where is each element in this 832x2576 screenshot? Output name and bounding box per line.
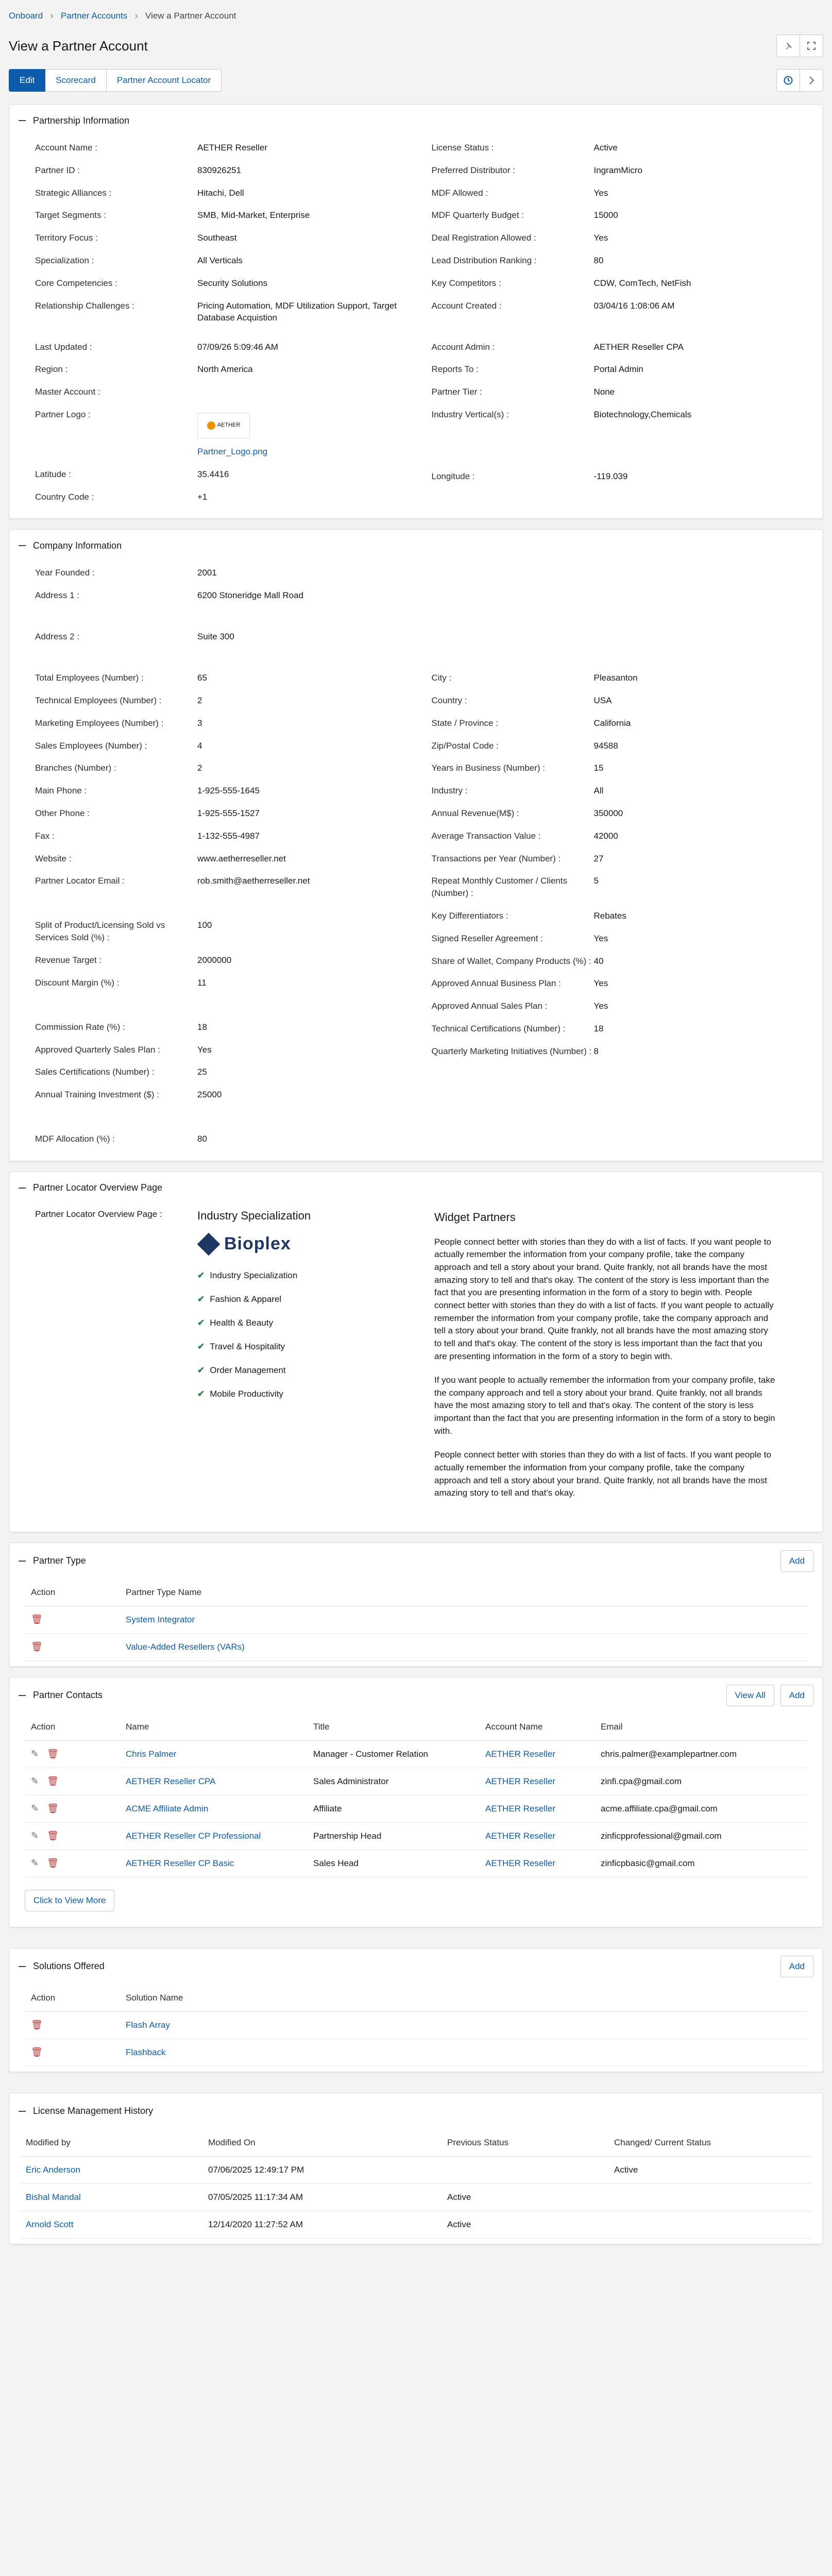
field-deal-registration: Deal Registration Allowed : Yes: [431, 233, 608, 243]
check-icon: ✔: [197, 1317, 205, 1328]
field-preferred-distributor: Preferred Distributor : IngramMicro: [431, 165, 642, 175]
partnership-right-column: [432, 137, 797, 508]
modified-by-link[interactable]: Bishal Mandal: [26, 2192, 81, 2202]
table-row: [25, 1633, 807, 1660]
table-row: Arnold Scott 12/14/2020 11:27:52 AM Active: [20, 2211, 812, 2238]
field-account-admin: Account Admin : AETHER Reseller CPA: [431, 342, 684, 352]
field-country: Country : USA: [431, 695, 612, 705]
field-other-phone: Other Phone : 1-925-555-1527: [35, 808, 260, 818]
history-icon[interactable]: [777, 70, 800, 91]
bioplex-logo-icon: [197, 1233, 220, 1256]
field-technical-certifications: Technical Certifications (Number) : 18: [431, 1023, 604, 1033]
table-row: [25, 2039, 807, 2066]
partnership-information-card: [9, 104, 823, 519]
delete-icon[interactable]: 🗑: [31, 2020, 43, 2030]
table-row: ✎ 🗑 AETHER Reseller CP Basic Sales Head AETHER Reseller zinficpbasic@gmail.com: [25, 1850, 807, 1877]
column-header: Name: [120, 1714, 307, 1741]
field-quarterly-marketing-initiatives: Quarterly Marketing Initiatives (Number) : 8: [431, 1046, 599, 1056]
locator-label: Partner Locator Overview Page :: [35, 1209, 162, 1219]
action-button-group: [9, 69, 222, 92]
breadcrumb-partner-accounts[interactable]: Partner Accounts: [60, 11, 128, 21]
section-title: Partner Contacts: [33, 1690, 103, 1701]
check-icon: ✔: [197, 1294, 205, 1304]
header-icon-group: [776, 35, 823, 57]
account-name-link[interactable]: AETHER Reseller: [485, 1831, 556, 1841]
partner-account-locator-button[interactable]: Partner Account Locator: [107, 69, 222, 92]
partner-type-table: [25, 1579, 807, 1661]
edit-button[interactable]: Edit: [9, 69, 45, 92]
account-name-link[interactable]: AETHER Reseller: [485, 1803, 556, 1814]
solutions-table: [25, 1985, 807, 2066]
collapse-icon[interactable]: [19, 1561, 26, 1562]
field-license-status: License Status : Active: [431, 143, 618, 152]
table-row: ✎ 🗑 AETHER Reseller CP Professional Partnership Head AETHER Reseller zinficpprofessional@gmail.com: [25, 1822, 807, 1850]
field-sales-employees: Sales Employees (Number) : 4: [35, 740, 202, 751]
field-approved-annual-sales-plan: Approved Annual Sales Plan : Yes: [431, 1001, 608, 1011]
logo-icon: [207, 421, 215, 430]
history-icon-group: [776, 69, 823, 92]
company-information-card: [9, 529, 823, 1161]
partner-type-card: [9, 1543, 823, 1667]
widget-heading: Widget Partners: [434, 1210, 516, 1224]
field-key-differentiators: Key Differentiators : Rebates: [431, 910, 626, 921]
table-row: ✎ 🗑 ACME Affiliate Admin Affiliate AETHER Reseller acme.affiliate.cpa@gmail.com: [25, 1795, 807, 1822]
add-contact-button[interactable]: Add: [780, 1685, 813, 1706]
delete-icon[interactable]: 🗑: [47, 1831, 59, 1841]
company-left-column: [35, 667, 401, 1150]
delete-icon[interactable]: 🗑: [31, 1641, 43, 1652]
license-history-table: [20, 2129, 812, 2239]
field-partner-locator-email: Partner Locator Email : rob.smith@aetherreseller.net: [35, 876, 310, 886]
add-solution-button[interactable]: Add: [780, 1956, 813, 1977]
collapse-icon[interactable]: [19, 1188, 26, 1189]
account-name-link[interactable]: AETHER Reseller: [485, 1858, 556, 1868]
bioplex-logo: Bioplex: [197, 1233, 434, 1256]
field-target-segments: Target Segments : SMB, Mid-Market, Enterprise: [35, 210, 310, 221]
field-main-phone: Main Phone : 1-925-555-1645: [35, 786, 260, 796]
field-partner-id: Partner ID : 830926251: [35, 165, 242, 175]
license-history-card: [9, 2093, 823, 2244]
field-commission-rate: Commission Rate (%) : 18: [35, 1022, 207, 1032]
partner-logo-image: AETHER: [197, 413, 250, 438]
field-fax: Fax : 1-132-555-4987: [35, 831, 260, 841]
industry-heading: Industry Specialization: [197, 1209, 311, 1222]
field-latitude: Latitude : 35.4416: [35, 469, 229, 479]
table-row: Eric Anderson 07/06/2025 12:49:17 PM Active: [20, 2156, 812, 2183]
chevron-right-icon: ›: [134, 10, 138, 22]
collapse-icon[interactable]: [19, 545, 26, 546]
add-partner-type-button[interactable]: Add: [780, 1550, 813, 1572]
field-industry-verticals: Industry Vertical(s) : Biotechnology,Chemicals: [431, 409, 692, 419]
field-discount-margin: Discount Margin (%) : 11: [35, 977, 207, 988]
solutions-offered-card: [9, 1948, 823, 2072]
contact-name-link[interactable]: AETHER Reseller CP Basic: [126, 1858, 234, 1868]
edit-icon[interactable]: ✎: [31, 1831, 39, 1841]
account-name-link[interactable]: AETHER Reseller: [485, 1749, 556, 1759]
partnership-left-column: [35, 137, 401, 508]
delete-icon[interactable]: 🗑: [47, 1858, 59, 1869]
field-repeat-monthly-customers: Repeat Monthly Customer / Clients (Number) : 5: [431, 876, 599, 899]
industry-specialization-column: [197, 1209, 434, 1511]
field-account-name: Account Name : AETHER Reseller: [35, 143, 268, 152]
scorecard-button[interactable]: Scorecard: [45, 69, 106, 92]
column-header: Account Name: [479, 1714, 595, 1741]
column-header: Action: [25, 1579, 120, 1606]
list-item: ✔ Travel & Hospitality: [197, 1341, 285, 1351]
widget-partners-column: [434, 1209, 797, 1511]
field-address-2: Address 2 : Suite 300: [35, 632, 234, 642]
delete-icon[interactable]: 🗑: [47, 1776, 59, 1787]
section-title: Partnership Information: [33, 115, 130, 126]
section-title: Solutions Offered: [33, 1961, 105, 1972]
contact-name-link[interactable]: ACME Affiliate Admin: [126, 1803, 209, 1814]
list-item: ✔ Mobile Productivity: [197, 1388, 283, 1399]
solution-link[interactable]: Flashback: [126, 2047, 166, 2057]
view-all-contacts-button[interactable]: View All: [726, 1685, 774, 1706]
field-technical-employees: Technical Employees (Number) : 2: [35, 695, 202, 705]
column-header: Action: [25, 1985, 120, 2012]
field-mdf-allocation: MDF Allocation (%) : 80: [35, 1134, 207, 1144]
list-item: ✔ Order Management: [197, 1365, 286, 1375]
field-reports-to: Reports To : Portal Admin: [431, 364, 643, 375]
page-title: View a Partner Account: [9, 38, 148, 54]
field-partner-tier: Partner Tier : None: [431, 387, 615, 397]
column-header: Partner Type Name: [120, 1579, 807, 1606]
field-address-1: Address 1 : 6200 Stoneridge Mall Road: [35, 590, 304, 601]
field-lead-distribution-ranking: Lead Distribution Ranking : 80: [431, 255, 604, 265]
contact-name-link[interactable]: AETHER Reseller CPA: [126, 1776, 216, 1786]
contact-name-link[interactable]: Chris Palmer: [126, 1749, 177, 1759]
field-city: City : Pleasanton: [431, 673, 638, 683]
partner-contacts-table: [25, 1714, 807, 1877]
column-header: Action: [25, 1714, 120, 1741]
table-row: [25, 1606, 807, 1633]
column-header: Modified by: [20, 2129, 202, 2157]
field-branches: Branches (Number) : 2: [35, 763, 202, 773]
company-right-column: [432, 667, 797, 1150]
field-relationship-challenges: Relationship Challenges : Pricing Automation, MDF Utilization Support, Target Database Acquistion: [35, 300, 397, 323]
field-average-transaction-value: Average Transaction Value : 42000: [431, 831, 618, 841]
field-country-code: Country Code : +1: [35, 492, 208, 502]
breadcrumb: [9, 0, 823, 32]
field-revenue-target: Revenue Target : 2000000: [35, 955, 232, 965]
collapse-icon[interactable]: [19, 1695, 26, 1696]
column-header: Email: [595, 1714, 807, 1741]
field-approved-annual-business-plan: Approved Annual Business Plan : Yes: [431, 978, 608, 989]
field-industry: Industry : All: [431, 786, 604, 796]
field-marketing-employees: Marketing Employees (Number) : 3: [35, 718, 202, 728]
partner-type-link[interactable]: System Integrator: [126, 1614, 195, 1624]
list-item: ✔ Fashion & Apparel: [197, 1294, 282, 1304]
field-website: Website : www.aetherreseller.net: [35, 853, 286, 863]
field-year-founded: Year Founded : 2001: [35, 568, 217, 578]
check-icon: ✔: [197, 1388, 205, 1399]
field-strategic-alliances: Strategic Alliances : Hitachi, Dell: [35, 188, 244, 198]
field-state-province: State / Province : California: [431, 718, 631, 728]
field-last-updated: Last Updated : 07/09/26 5:09:46 AM: [35, 342, 278, 352]
check-icon: ✔: [197, 1270, 205, 1280]
field-key-competitors: Key Competitors : CDW, ComTech, NetFish: [431, 278, 691, 288]
field-share-of-wallet: Share of Wallet, Company Products (%) : 40: [431, 956, 604, 966]
field-annual-training-investment: Annual Training Investment ($) : 25000: [35, 1090, 222, 1100]
column-header: Title: [307, 1714, 479, 1741]
field-mdf-allowed: MDF Allowed : Yes: [431, 188, 608, 198]
delete-icon[interactable]: 🗑: [31, 2047, 43, 2058]
field-longitude: Longitude : -119.039: [431, 471, 628, 481]
section-title: License Management History: [33, 2106, 154, 2116]
field-signed-reseller-agreement: Signed Reseller Agreement : Yes: [431, 933, 608, 943]
section-title: Company Information: [33, 540, 122, 551]
check-icon: ✔: [197, 1365, 205, 1375]
table-row: [25, 2011, 807, 2039]
check-icon: ✔: [197, 1341, 205, 1351]
field-sales-certifications: Sales Certifications (Number) : 25: [35, 1067, 207, 1077]
field-account-created: Account Created : 03/04/16 1:08:06 AM: [431, 300, 675, 311]
field-partner-logo: Partner Logo : AETHER Partner_Logo.png: [35, 409, 268, 456]
pin-icon[interactable]: [777, 35, 800, 57]
modified-by-link[interactable]: Arnold Scott: [26, 2219, 74, 2229]
field-mdf-quarterly-budget: MDF Quarterly Budget : 15000: [431, 210, 618, 221]
table-row: Bishal Mandal 07/05/2025 11:17:34 AM Active: [20, 2183, 812, 2211]
breadcrumb-current: View a Partner Account: [145, 11, 236, 21]
field-split-product-services: Split of Product/Licensing Sold vs Services Sold (%) : 100: [35, 920, 212, 943]
field-specialization: Specialization : All Verticals: [35, 255, 243, 265]
delete-icon[interactable]: 🗑: [47, 1749, 59, 1759]
collapse-icon[interactable]: [19, 1966, 26, 1967]
field-territory-focus: Territory Focus : Southeast: [35, 233, 237, 243]
table-row: ✎ 🗑 AETHER Reseller CPA Sales Administrator AETHER Reseller zinfi.cpa@gmail.com: [25, 1768, 807, 1795]
widget-paragraph: If you want people to actually remember the information from your company profile, take the company approach and tell a story about your brand. Quite frankly, not all brands have the most amazing story to tell and that's okay. The content of the story is less important than the fact that you are presenting information in the form of a story to begin with.: [434, 1375, 775, 1436]
column-header: Modified On: [202, 2129, 441, 2157]
view-more-button[interactable]: Click to View More: [25, 1890, 114, 1911]
partner-type-link[interactable]: Value-Added Resellers (VARs): [126, 1641, 245, 1652]
expand-icon[interactable]: [800, 35, 823, 57]
solution-link[interactable]: Flash Array: [126, 2020, 170, 2030]
edit-icon[interactable]: ✎: [31, 1858, 39, 1869]
field-region: Region : North America: [35, 364, 253, 375]
modified-by-link[interactable]: Eric Anderson: [26, 2164, 80, 2175]
partner-logo-link[interactable]: Partner_Logo.png: [197, 446, 268, 456]
field-years-in-business: Years in Business (Number) : 15: [431, 763, 604, 773]
account-name-link[interactable]: AETHER Reseller: [485, 1776, 556, 1786]
edit-icon[interactable]: ✎: [31, 1803, 39, 1814]
field-core-competencies: Core Competencies : Security Solutions: [35, 278, 268, 288]
delete-icon[interactable]: 🗑: [47, 1803, 59, 1814]
field-transactions-per-year: Transactions per Year (Number) : 27: [431, 853, 604, 863]
table-row: ✎ 🗑 Chris Palmer Manager - Customer Relation AETHER Reseller chris.palmer@examplepartner.com: [25, 1740, 807, 1768]
section-title: Partner Locator Overview Page: [33, 1182, 163, 1193]
edit-icon[interactable]: ✎: [31, 1776, 39, 1787]
partner-locator-card: [9, 1172, 823, 1532]
column-header: Previous Status: [441, 2129, 608, 2157]
edit-icon[interactable]: ✎: [31, 1749, 39, 1759]
field-annual-revenue: Annual Revenue(M$) : 350000: [431, 808, 623, 818]
chevron-right-icon[interactable]: [800, 70, 823, 91]
partner-contacts-card: [9, 1677, 823, 1927]
breadcrumb-onboard[interactable]: Onboard: [9, 11, 43, 21]
field-total-employees: Total Employees (Number) : 65: [35, 673, 207, 683]
list-item: ✔ Health & Beauty: [197, 1317, 274, 1328]
field-zip-code: Zip/Postal Code : 94588: [431, 740, 618, 751]
contact-name-link[interactable]: AETHER Reseller CP Professional: [126, 1831, 261, 1841]
column-header: Changed/ Current Status: [608, 2129, 812, 2157]
collapse-icon[interactable]: [19, 2111, 26, 2112]
widget-paragraph: People connect better with stories than they do with a list of facts. If you want people to actually remember the information from your company profile, take the company approach and tell a story about your brand. Quite frankly, not all brands have the most amazing story to tell and that's okay.: [434, 1450, 771, 1498]
field-master-account: Master Account :: [35, 387, 100, 397]
column-header: Solution Name: [120, 1985, 807, 2012]
field-approved-quarterly-sales-plan: Approved Quarterly Sales Plan : Yes: [35, 1044, 212, 1055]
collapse-icon[interactable]: [19, 120, 26, 121]
widget-paragraph: People connect better with stories than they do with a list of facts. If you want people to actually remember the information from your company profile, take the company approach and tell a story about your brand. Quite frankly, not all brands have the most amazing story to tell and that's okay. The content of the story is less important than the fact that you are presenting information in the form of a story to begin with. People connect better with stories than they do with a list of facts. If you want people to actually remember the information from your company profile, take the company approach and tell a story about your brand. Quite frankly, not all brands have the most amazing story to tell and that's okay. The content of the story is less important than the fact that you are presenting information in the form of a story to begin with.: [434, 1236, 774, 1361]
delete-icon[interactable]: 🗑: [31, 1614, 43, 1625]
section-title: Partner Type: [33, 1555, 86, 1566]
chevron-right-icon: ›: [50, 10, 54, 22]
list-item: ✔ Industry Specialization: [197, 1270, 298, 1280]
